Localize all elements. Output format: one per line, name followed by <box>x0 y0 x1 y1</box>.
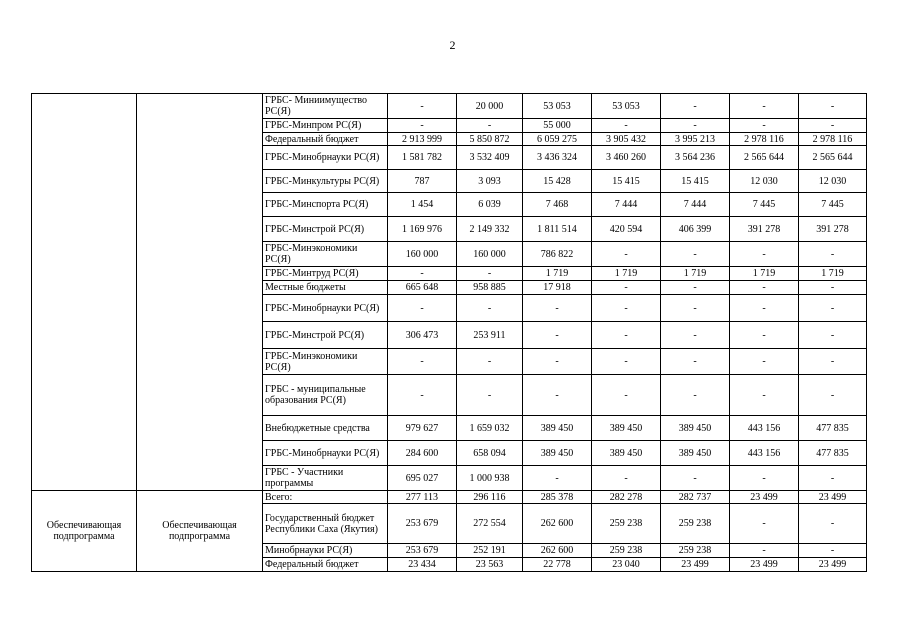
page-number: 2 <box>449 38 456 52</box>
upper-section <box>32 94 867 491</box>
value-cell: 420 594 <box>592 217 661 242</box>
value-cell: 2 978 116 <box>730 133 799 146</box>
value-cell: 15 415 <box>661 170 730 193</box>
value-cell: - <box>523 322 592 349</box>
row-label: ГРБС-Минкультуры РС(Я) <box>263 170 388 193</box>
value-cell: 1 000 938 <box>457 466 523 491</box>
value-cell: - <box>730 94 799 119</box>
value-cell: 3 532 409 <box>457 146 523 170</box>
value-cell: - <box>730 375 799 416</box>
value-cell: - <box>799 119 867 133</box>
value-cell: 3 093 <box>457 170 523 193</box>
value-cell: 786 822 <box>523 242 592 267</box>
row-label: Минобрнауки РС(Я) <box>263 544 388 558</box>
value-cell: - <box>592 466 661 491</box>
value-cell: 306 473 <box>388 322 457 349</box>
value-cell: 253 679 <box>388 504 457 544</box>
row-label: Государственный бюджет Республики Саха (Якутия) <box>263 504 388 544</box>
row-label: Местные бюджеты <box>263 281 388 295</box>
value-cell: 658 094 <box>457 441 523 466</box>
row-label: Федеральный бюджет <box>263 558 388 572</box>
value-cell: 979 627 <box>388 416 457 441</box>
row-label: ГРБС-Минстрой РС(Я) <box>263 322 388 349</box>
row-label: ГРБС-Минстрой РС(Я) <box>263 217 388 242</box>
value-cell: 787 <box>388 170 457 193</box>
value-cell: - <box>799 466 867 491</box>
value-cell: - <box>661 349 730 375</box>
subprogram-cell <box>137 94 263 491</box>
value-cell: - <box>457 119 523 133</box>
row-label: ГРБС-Минэкономики РС(Я) <box>263 349 388 375</box>
value-cell: - <box>523 349 592 375</box>
value-cell: - <box>592 242 661 267</box>
value-cell: 443 156 <box>730 441 799 466</box>
value-cell: 7 445 <box>799 193 867 217</box>
value-cell: - <box>799 242 867 267</box>
value-cell: 1 719 <box>799 267 867 281</box>
row-label: ГРБС-Минспорта РС(Я) <box>263 193 388 217</box>
value-cell: 7 445 <box>730 193 799 217</box>
value-cell: - <box>388 295 457 322</box>
value-cell: - <box>661 375 730 416</box>
value-cell: 477 835 <box>799 441 867 466</box>
value-cell: 1 659 032 <box>457 416 523 441</box>
value-cell: 389 450 <box>523 441 592 466</box>
value-cell: 23 499 <box>661 558 730 572</box>
row-label: ГРБС-Минобрнауки РС(Я) <box>263 441 388 466</box>
value-cell: - <box>457 375 523 416</box>
value-cell: - <box>661 242 730 267</box>
row-label: ГРБС-Минэкономики РС(Я) <box>263 242 388 267</box>
value-cell: - <box>661 466 730 491</box>
value-cell: 391 278 <box>799 217 867 242</box>
row-label: ГРБС-Минтруд РС(Я) <box>263 267 388 281</box>
value-cell: 3 460 260 <box>592 146 661 170</box>
value-cell: 1 719 <box>592 267 661 281</box>
table-row <box>32 94 867 119</box>
value-cell: - <box>388 349 457 375</box>
value-cell: 23 040 <box>592 558 661 572</box>
value-cell: 17 918 <box>523 281 592 295</box>
value-cell: 53 053 <box>592 94 661 119</box>
value-cell: 23 434 <box>388 558 457 572</box>
value-cell: 296 116 <box>457 491 523 504</box>
row-label: ГРБС- Миниимущество РС(Я) <box>263 94 388 119</box>
value-cell: 1 719 <box>730 267 799 281</box>
row-label: Федеральный бюджет <box>263 133 388 146</box>
value-cell: - <box>730 504 799 544</box>
value-cell: - <box>730 242 799 267</box>
value-cell: 7 444 <box>592 193 661 217</box>
value-cell: 23 499 <box>730 491 799 504</box>
value-cell: 272 554 <box>457 504 523 544</box>
value-cell: 958 885 <box>457 281 523 295</box>
value-cell: 252 191 <box>457 544 523 558</box>
value-cell: - <box>799 375 867 416</box>
value-cell: 2 913 999 <box>388 133 457 146</box>
value-cell: 2 565 644 <box>730 146 799 170</box>
support-subprogram-name: Обеспечивающая подпрограмма <box>137 491 263 572</box>
value-cell: 3 436 324 <box>523 146 592 170</box>
value-cell: - <box>799 295 867 322</box>
value-cell: 443 156 <box>730 416 799 441</box>
value-cell: 53 053 <box>523 94 592 119</box>
value-cell: 6 039 <box>457 193 523 217</box>
value-cell: 253 911 <box>457 322 523 349</box>
value-cell: 15 415 <box>592 170 661 193</box>
value-cell: 282 737 <box>661 491 730 504</box>
value-cell: 15 428 <box>523 170 592 193</box>
value-cell: 389 450 <box>661 416 730 441</box>
value-cell: 12 030 <box>730 170 799 193</box>
support-section <box>32 491 867 572</box>
budget-table <box>31 93 867 572</box>
row-label: ГРБС-Минпром РС(Я) <box>263 119 388 133</box>
value-cell: - <box>592 295 661 322</box>
value-cell: 7 444 <box>661 193 730 217</box>
value-cell: 1 581 782 <box>388 146 457 170</box>
value-cell: - <box>730 119 799 133</box>
value-cell: - <box>799 349 867 375</box>
value-cell: - <box>388 94 457 119</box>
value-cell: 262 600 <box>523 504 592 544</box>
row-label: Всего: <box>263 491 388 504</box>
value-cell: 1 454 <box>388 193 457 217</box>
value-cell: 259 238 <box>592 504 661 544</box>
value-cell: 389 450 <box>592 416 661 441</box>
value-cell: 160 000 <box>388 242 457 267</box>
value-cell: 23 499 <box>799 558 867 572</box>
value-cell: 23 563 <box>457 558 523 572</box>
row-label: Внебюджетные средства <box>263 416 388 441</box>
value-cell: 3 995 213 <box>661 133 730 146</box>
value-cell: 1 811 514 <box>523 217 592 242</box>
value-cell: - <box>730 466 799 491</box>
value-cell: - <box>388 375 457 416</box>
value-cell: 695 027 <box>388 466 457 491</box>
value-cell: 12 030 <box>799 170 867 193</box>
value-cell: - <box>661 94 730 119</box>
value-cell: 285 378 <box>523 491 592 504</box>
value-cell: 6 059 275 <box>523 133 592 146</box>
value-cell: - <box>730 544 799 558</box>
value-cell: - <box>592 349 661 375</box>
value-cell: - <box>799 322 867 349</box>
value-cell: 391 278 <box>730 217 799 242</box>
value-cell: 1 169 976 <box>388 217 457 242</box>
value-cell: - <box>592 281 661 295</box>
value-cell: 389 450 <box>661 441 730 466</box>
value-cell: - <box>388 119 457 133</box>
value-cell: 259 238 <box>661 544 730 558</box>
value-cell: 3 564 236 <box>661 146 730 170</box>
support-program-name: Обеспечивающая подпрограмма <box>32 491 137 572</box>
value-cell: 23 499 <box>730 558 799 572</box>
value-cell: - <box>730 349 799 375</box>
value-cell: - <box>592 322 661 349</box>
row-label: ГРБС - муниципальные образования РС(Я) <box>263 375 388 416</box>
value-cell: 1 719 <box>661 267 730 281</box>
value-cell: - <box>457 349 523 375</box>
value-cell: 2 149 332 <box>457 217 523 242</box>
value-cell: - <box>730 322 799 349</box>
value-cell: 259 238 <box>661 504 730 544</box>
row-label: ГРБС - Участники программы <box>263 466 388 491</box>
value-cell: - <box>523 295 592 322</box>
value-cell: - <box>799 281 867 295</box>
value-cell: 406 399 <box>661 217 730 242</box>
value-cell: 23 499 <box>799 491 867 504</box>
value-cell: 160 000 <box>457 242 523 267</box>
table-row <box>32 491 867 504</box>
row-label: ГРБС-Минобрнауки РС(Я) <box>263 295 388 322</box>
value-cell: 5 850 872 <box>457 133 523 146</box>
value-cell: 282 278 <box>592 491 661 504</box>
value-cell: - <box>661 281 730 295</box>
value-cell: 277 113 <box>388 491 457 504</box>
value-cell: - <box>661 322 730 349</box>
value-cell: 22 778 <box>523 558 592 572</box>
value-cell: 1 719 <box>523 267 592 281</box>
value-cell: - <box>388 267 457 281</box>
value-cell: - <box>730 281 799 295</box>
value-cell: 253 679 <box>388 544 457 558</box>
value-cell: - <box>457 267 523 281</box>
value-cell: 20 000 <box>457 94 523 119</box>
value-cell: - <box>592 375 661 416</box>
value-cell: 2 565 644 <box>799 146 867 170</box>
program-cell <box>32 94 137 491</box>
value-cell: 7 468 <box>523 193 592 217</box>
value-cell: 389 450 <box>592 441 661 466</box>
value-cell: 389 450 <box>523 416 592 441</box>
value-cell: - <box>661 119 730 133</box>
value-cell: - <box>457 295 523 322</box>
value-cell: 477 835 <box>799 416 867 441</box>
value-cell: 259 238 <box>592 544 661 558</box>
value-cell: 55 000 <box>523 119 592 133</box>
value-cell: - <box>799 544 867 558</box>
value-cell: 2 978 116 <box>799 133 867 146</box>
value-cell: 3 905 432 <box>592 133 661 146</box>
row-label: ГРБС-Минобрнауки РС(Я) <box>263 146 388 170</box>
value-cell: 262 600 <box>523 544 592 558</box>
value-cell: - <box>799 504 867 544</box>
value-cell: 284 600 <box>388 441 457 466</box>
value-cell: 665 648 <box>388 281 457 295</box>
value-cell: - <box>523 375 592 416</box>
value-cell: - <box>592 119 661 133</box>
value-cell: - <box>523 466 592 491</box>
value-cell: - <box>730 295 799 322</box>
value-cell: - <box>799 94 867 119</box>
value-cell: - <box>661 295 730 322</box>
